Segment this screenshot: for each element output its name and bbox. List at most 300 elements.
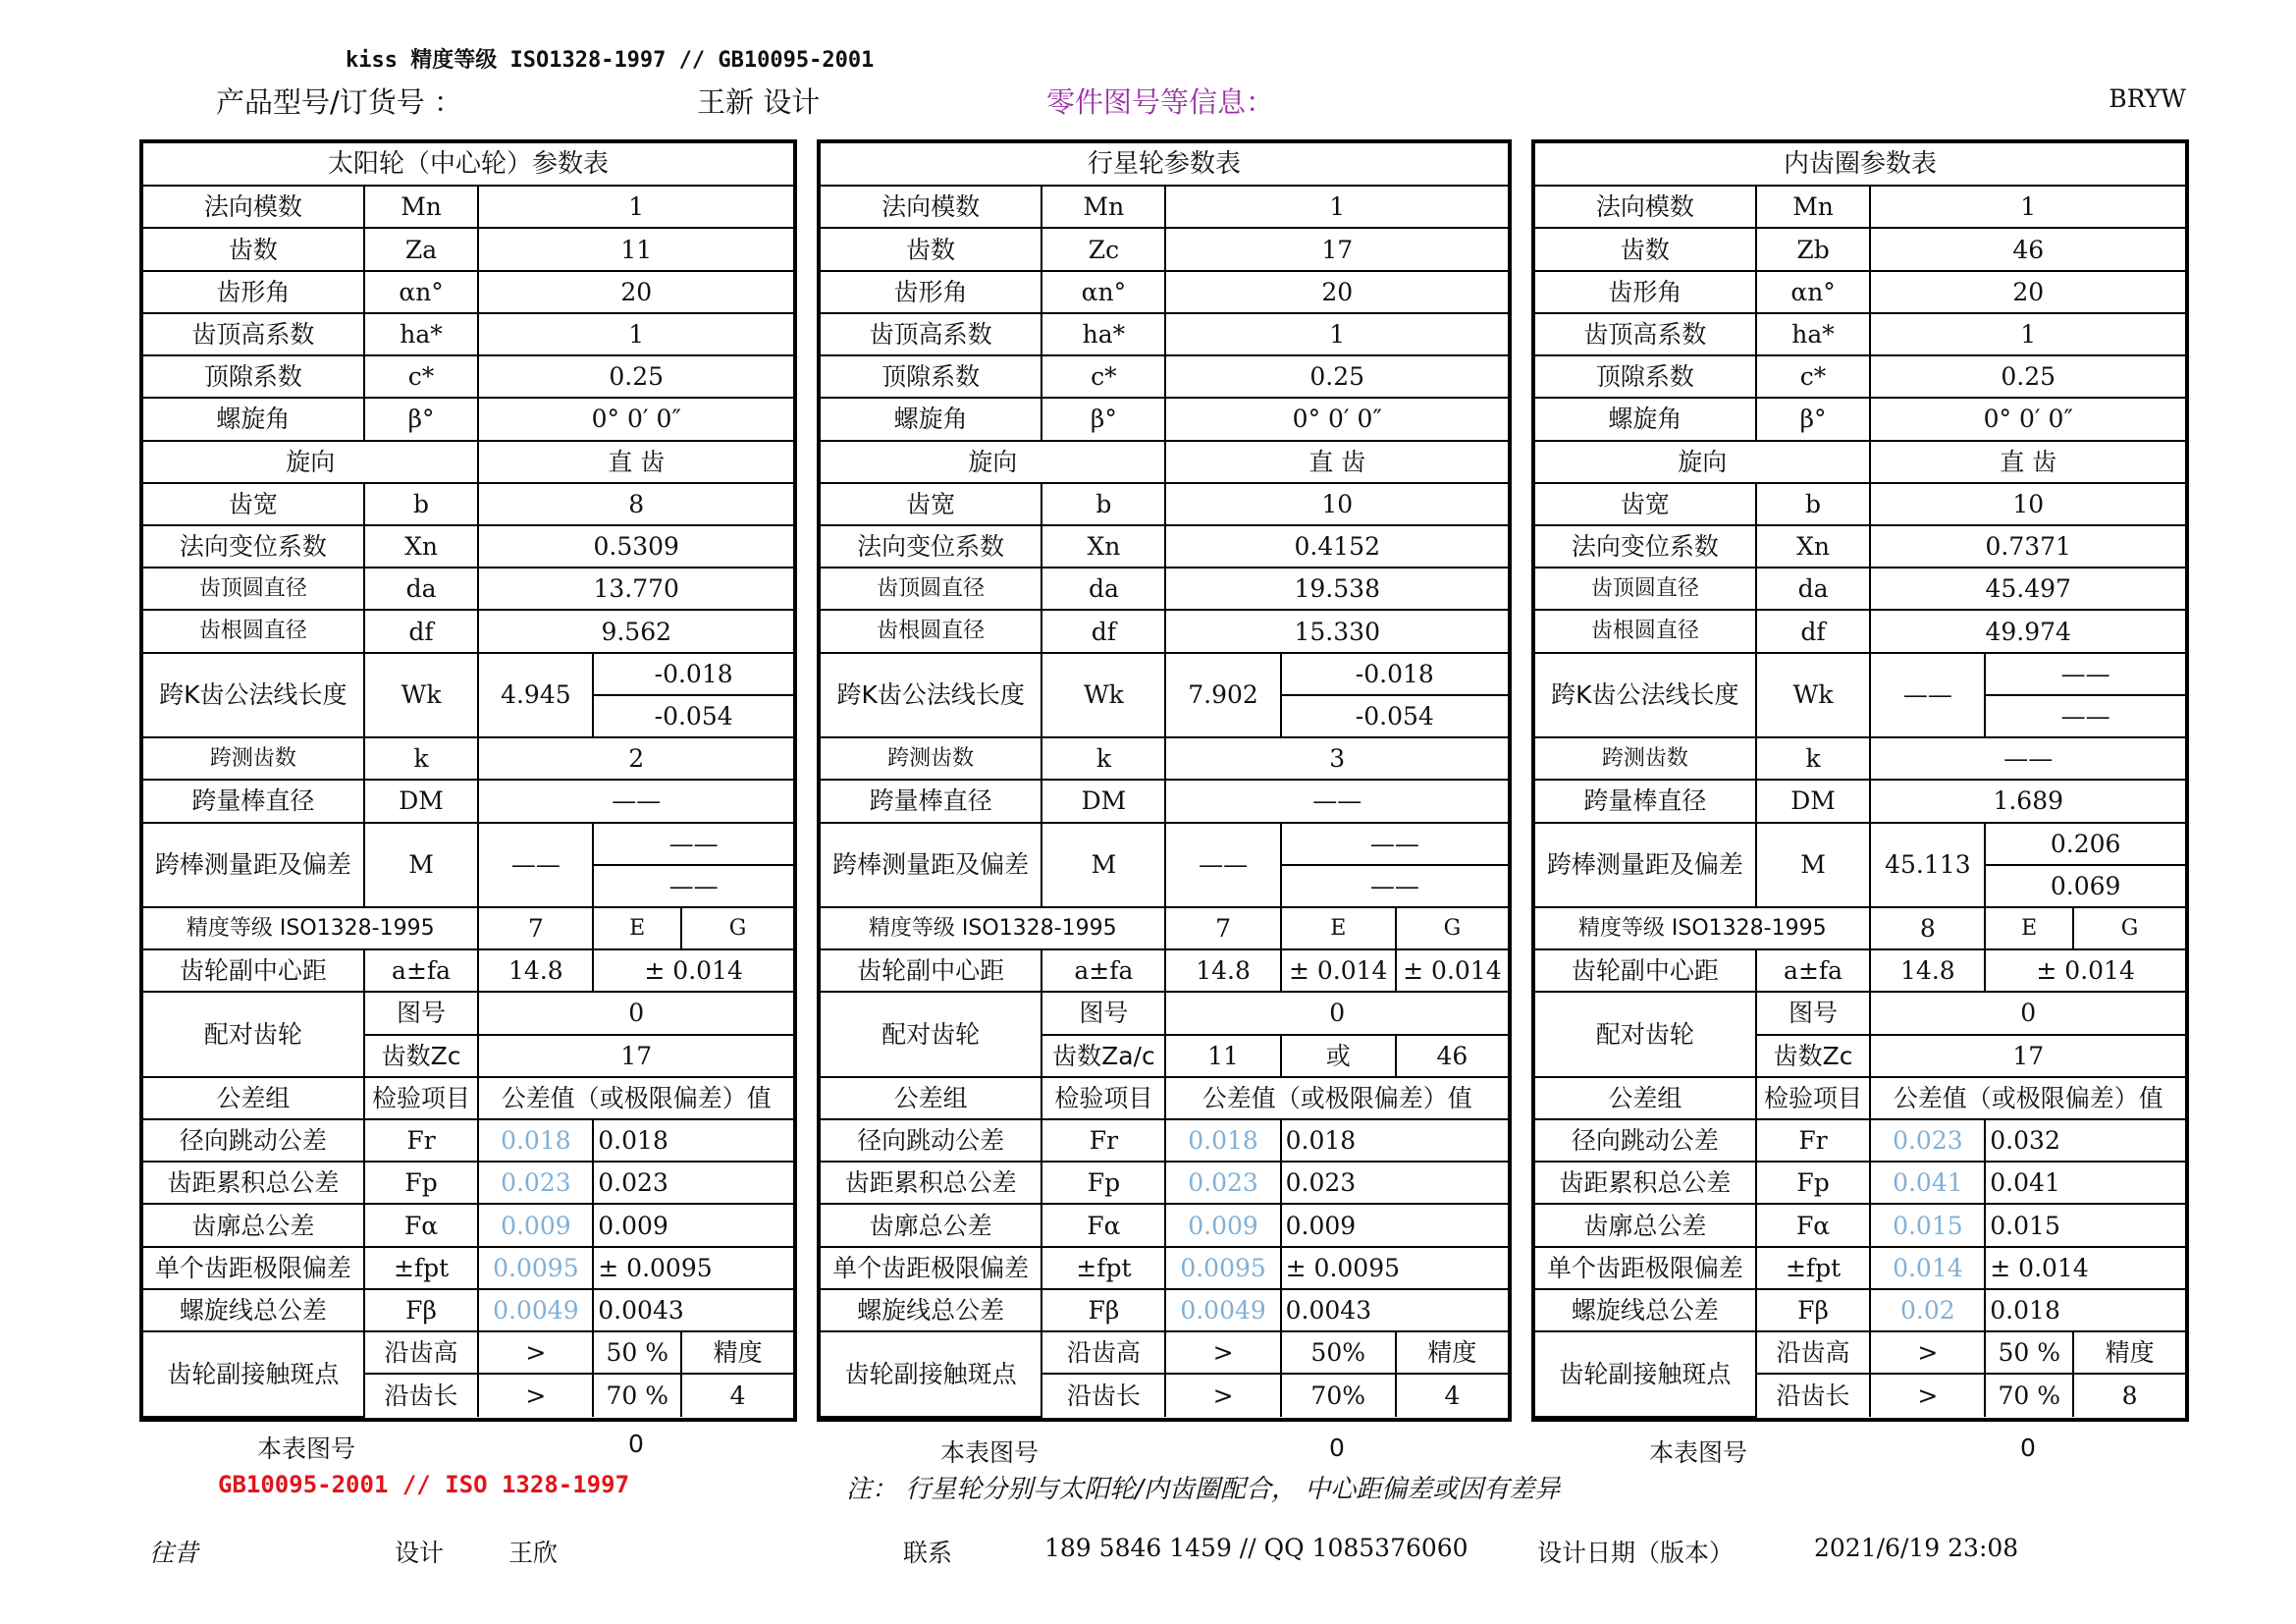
param-label: 齿宽: [1535, 483, 1756, 525]
tol-symbol: Fβ: [1041, 1289, 1165, 1331]
tol-value-header: 公差值（或极限偏差）值: [1165, 1077, 1508, 1119]
grade-value: 8: [1870, 907, 1985, 949]
param-value: ——: [478, 780, 793, 822]
contact-length-op: >: [478, 1374, 593, 1417]
contact-accuracy-label: 精度: [2073, 1331, 2185, 1374]
param-symbol: da: [364, 568, 479, 610]
center-deviation: ± 0.014: [1281, 949, 1396, 992]
contact-length-label: 沿齿长: [364, 1374, 479, 1417]
param-label: 齿顶高系数: [821, 313, 1041, 355]
table-title: 行星轮参数表: [821, 143, 1508, 186]
tol-group-header: 公差组: [1535, 1077, 1756, 1119]
param-symbol: a±fa: [364, 949, 479, 992]
planet-drawing-no: 0: [1329, 1434, 1345, 1462]
tol-label: 齿距累积总公差: [1535, 1162, 1756, 1204]
param-symbol: k: [364, 737, 479, 780]
param-symbol: Xn: [364, 525, 479, 568]
date-value: 2021/6/19 23:08: [1814, 1534, 2019, 1562]
param-symbol: da: [1756, 568, 1871, 610]
param-label: 配对齿轮: [821, 992, 1041, 1076]
param-label: 跨量棒直径: [143, 780, 364, 822]
param-value: 45.113: [1870, 823, 1985, 907]
param-value: 直 齿: [1165, 441, 1508, 483]
tol-symbol: Fp: [364, 1162, 479, 1204]
param-label: 齿根圆直径: [1535, 610, 1756, 652]
tol-reference: 0.023: [1165, 1162, 1280, 1204]
param-value: 11: [478, 228, 793, 270]
contact-length-label: 沿齿长: [1041, 1374, 1165, 1417]
header-name: kiss: [346, 48, 398, 73]
center-deviation: ± 0.014: [1985, 949, 2185, 992]
param-symbol: k: [1041, 737, 1165, 780]
param-value: 15.330: [1165, 610, 1508, 652]
param-value: 9.562: [478, 610, 793, 652]
param-symbol: ha*: [1756, 313, 1871, 355]
param-value: 1: [1165, 186, 1508, 228]
param-label: 顶隙系数: [821, 355, 1041, 398]
param-value: ——: [1165, 823, 1280, 907]
lower-deviation: ——: [1985, 695, 2185, 737]
upper-deviation: -0.018: [593, 653, 793, 695]
tol-symbol: Fβ: [364, 1289, 479, 1331]
param-value: 0.5309: [478, 525, 793, 568]
tol-value: 0.032: [1985, 1119, 2185, 1162]
tol-symbol: Fr: [1756, 1119, 1871, 1162]
contact-length-label: 沿齿长: [1756, 1374, 1871, 1417]
param-symbol: Mn: [364, 186, 479, 228]
contact-height-label: 沿齿高: [1756, 1331, 1871, 1374]
tol-reference: 0.0049: [1165, 1289, 1280, 1331]
grade-e: E: [1985, 907, 2073, 949]
tol-reference: 0.0049: [478, 1289, 593, 1331]
param-symbol: b: [364, 483, 479, 525]
param-label: 跨棒测量距及偏差: [1535, 823, 1756, 907]
param-symbol: M: [1756, 823, 1871, 907]
param-symbol: DM: [1756, 780, 1871, 822]
param-symbol: c*: [1041, 355, 1165, 398]
param-symbol: Zb: [1756, 228, 1871, 270]
tol-label: 径向跳动公差: [1535, 1119, 1756, 1162]
sun-drawing-no-label: 本表图号: [257, 1435, 356, 1463]
param-label: 跨测齿数: [1535, 737, 1756, 780]
param-symbol: Wk: [1041, 653, 1165, 737]
param-value: 3: [1165, 737, 1508, 780]
tol-label: 齿距累积总公差: [821, 1162, 1041, 1204]
tol-reference: 0.041: [1870, 1162, 1985, 1204]
grade-label: 精度等级 ISO1328-1995: [1535, 907, 1870, 949]
param-label: 齿轮副中心距: [821, 949, 1041, 992]
upper-deviation: ——: [1281, 823, 1508, 865]
param-label: 顶隙系数: [1535, 355, 1756, 398]
param-value: 45.497: [1870, 568, 2185, 610]
mate-drawing-value: 0: [1165, 992, 1508, 1034]
param-symbol: da: [1041, 568, 1165, 610]
param-value: 0° 0′ 0″: [1165, 398, 1508, 440]
tol-label: 径向跳动公差: [143, 1119, 364, 1162]
mate-drawing-value: 0: [478, 992, 793, 1034]
grade-value: 7: [1165, 907, 1280, 949]
mate-drawing-value: 0: [1870, 992, 2185, 1034]
param-value: ——: [478, 823, 593, 907]
param-label: 法向变位系数: [1535, 525, 1756, 568]
param-symbol: a±fa: [1756, 949, 1871, 992]
center-deviation-2: ± 0.014: [1396, 949, 1508, 992]
param-symbol: c*: [1756, 355, 1871, 398]
tol-reference: 0.02: [1870, 1289, 1985, 1331]
date-label: 设计日期（版本）: [1537, 1539, 1735, 1567]
mate-teeth-value: 11: [1165, 1035, 1280, 1077]
param-value: 20: [1165, 271, 1508, 313]
contact-length-value: 70 %: [1985, 1374, 2073, 1417]
tol-reference: 0.0095: [478, 1247, 593, 1289]
lower-deviation: -0.054: [1281, 695, 1508, 737]
grade-g: G: [681, 907, 793, 949]
param-value: 20: [478, 271, 793, 313]
tol-label: 齿廓总公差: [821, 1204, 1041, 1246]
contact-accuracy-value: 8: [2073, 1374, 2185, 1417]
tol-reference: 0.018: [1165, 1119, 1280, 1162]
param-symbol: αn°: [1756, 271, 1871, 313]
param-label: 齿形角: [1535, 271, 1756, 313]
tol-value: 0.0043: [1281, 1289, 1508, 1331]
param-value: 10: [1870, 483, 2185, 525]
mate-teeth-label: 齿数Za/c: [1041, 1035, 1165, 1077]
param-label: 旋向: [143, 441, 478, 483]
contact-info: 189 5846 1459 // QQ 1085376060: [1044, 1534, 1468, 1562]
param-symbol: Za: [364, 228, 479, 270]
tol-item-header: 检验项目: [1041, 1077, 1165, 1119]
param-label: 跨测齿数: [143, 737, 364, 780]
contact-length-value: 70 %: [593, 1374, 681, 1417]
contact-accuracy-value: 4: [1396, 1374, 1508, 1417]
tol-reference: 0.009: [478, 1204, 593, 1246]
designer-name: 王欣: [508, 1539, 559, 1567]
param-value: 直 齿: [1870, 441, 2185, 483]
param-label: 齿顶圆直径: [1535, 568, 1756, 610]
grade-value: 7: [478, 907, 593, 949]
grade-g: G: [2073, 907, 2185, 949]
tol-value: 0.0043: [593, 1289, 793, 1331]
param-value: 49.974: [1870, 610, 2185, 652]
sun-drawing-no: 0: [628, 1430, 644, 1458]
tol-group-header: 公差组: [143, 1077, 364, 1119]
param-label: 法向变位系数: [821, 525, 1041, 568]
param-symbol: Xn: [1756, 525, 1871, 568]
param-label: 齿顶高系数: [143, 313, 364, 355]
tol-label: 齿距累积总公差: [143, 1162, 364, 1204]
tol-value-header: 公差值（或极限偏差）值: [1870, 1077, 2185, 1119]
param-value: 14.8: [1165, 949, 1280, 992]
param-value: 直 齿: [478, 441, 793, 483]
contact-height-value: 50%: [1281, 1331, 1396, 1374]
param-value: 14.8: [478, 949, 593, 992]
param-symbol: k: [1756, 737, 1871, 780]
tol-label: 螺旋线总公差: [1535, 1289, 1756, 1331]
lower-deviation: ——: [1281, 865, 1508, 907]
contact-label: 联系: [903, 1539, 953, 1567]
param-symbol: Mn: [1756, 186, 1871, 228]
tol-reference: 0.014: [1870, 1247, 1985, 1289]
param-symbol: β°: [1756, 398, 1871, 440]
param-label: 齿宽: [821, 483, 1041, 525]
param-value: 1: [1870, 313, 2185, 355]
tol-value: 0.041: [1985, 1162, 2185, 1204]
param-label: 齿顶圆直径: [143, 568, 364, 610]
param-value: 10: [1165, 483, 1508, 525]
param-label: 法向模数: [1535, 186, 1756, 228]
param-label: 旋向: [821, 441, 1165, 483]
upper-deviation: -0.018: [1281, 653, 1508, 695]
param-label: 旋向: [1535, 441, 1870, 483]
param-value: 46: [1870, 228, 2185, 270]
param-value: 13.770: [478, 568, 793, 610]
mate-teeth-value: 17: [1870, 1035, 2185, 1077]
designer-label: 王新 设计: [697, 85, 821, 119]
param-label: 齿轮副中心距: [143, 949, 364, 992]
param-value: 0° 0′ 0″: [478, 398, 793, 440]
tol-value: 0.018: [593, 1119, 793, 1162]
tol-reference: 0.018: [478, 1119, 593, 1162]
param-label: 跨棒测量距及偏差: [821, 823, 1041, 907]
tol-symbol: Fα: [364, 1204, 479, 1246]
table-title: 内齿圈参数表: [1535, 143, 2185, 186]
tol-symbol: Fr: [1041, 1119, 1165, 1162]
grade-g: G: [1396, 907, 1508, 949]
contact-length-op: >: [1870, 1374, 1985, 1417]
tol-label: 径向跳动公差: [821, 1119, 1041, 1162]
tol-symbol: Fα: [1756, 1204, 1871, 1246]
param-label: 法向模数: [143, 186, 364, 228]
tol-item-header: 检验项目: [364, 1077, 479, 1119]
tol-symbol: Fr: [364, 1119, 479, 1162]
param-symbol: Wk: [364, 653, 479, 737]
contact-height-value: 50 %: [1985, 1331, 2073, 1374]
param-value: 0.25: [1870, 355, 2185, 398]
tol-reference: 0.023: [1870, 1119, 1985, 1162]
tol-group-header: 公差组: [821, 1077, 1041, 1119]
param-label: 螺旋角: [143, 398, 364, 440]
contact-length-op: >: [1165, 1374, 1280, 1417]
mate-drawing-label: 图号: [1041, 992, 1165, 1034]
contact-accuracy-label: 精度: [1396, 1331, 1508, 1374]
standard-header: [346, 43, 874, 74]
param-label: 跨测齿数: [821, 737, 1041, 780]
contact-height-op: >: [1165, 1331, 1280, 1374]
grade-label: 精度等级 ISO1328-1995: [143, 907, 478, 949]
param-symbol: β°: [1041, 398, 1165, 440]
contact-height-label: 沿齿高: [364, 1331, 479, 1374]
param-symbol: ha*: [1041, 313, 1165, 355]
tol-reference: 0.023: [478, 1162, 593, 1204]
param-value: 0.7371: [1870, 525, 2185, 568]
grade-e: E: [1281, 907, 1396, 949]
tol-symbol: ±fpt: [1041, 1247, 1165, 1289]
param-value: 1: [1165, 313, 1508, 355]
mate-teeth-value: 17: [478, 1035, 793, 1077]
tol-label: 螺旋线总公差: [143, 1289, 364, 1331]
param-value: 4.945: [478, 653, 593, 737]
param-label: 跨K齿公法线长度: [821, 653, 1041, 737]
tol-item-header: 检验项目: [1756, 1077, 1871, 1119]
table-title: 太阳轮（中心轮）参数表: [143, 143, 793, 186]
tol-label: 单个齿距极限偏差: [143, 1247, 364, 1289]
mate-teeth-value-2: 46: [1396, 1035, 1508, 1077]
param-value: ——: [1870, 653, 1985, 737]
tol-value: ± 0.0095: [593, 1247, 793, 1289]
mate-teeth-label: 齿数Zc: [364, 1035, 479, 1077]
param-label: 齿轮副中心距: [1535, 949, 1756, 992]
tol-value: 0.023: [593, 1162, 793, 1204]
param-value: 1: [1870, 186, 2185, 228]
param-value: 14.8: [1870, 949, 1985, 992]
tol-label: 单个齿距极限偏差: [1535, 1247, 1756, 1289]
mate-drawing-label: 图号: [1756, 992, 1871, 1034]
param-symbol: αn°: [364, 271, 479, 313]
center-deviation: ± 0.014: [593, 949, 793, 992]
tol-value: ± 0.014: [1985, 1247, 2185, 1289]
param-label: 螺旋角: [1535, 398, 1756, 440]
param-value: 19.538: [1165, 568, 1508, 610]
tol-value: 0.018: [1281, 1119, 1508, 1162]
param-value: 2: [478, 737, 793, 780]
contact-label: 齿轮副接触斑点: [143, 1331, 364, 1417]
param-value: 1: [478, 186, 793, 228]
contact-label: 齿轮副接触斑点: [821, 1331, 1041, 1417]
contact-height-value: 50 %: [593, 1331, 681, 1374]
contact-accuracy-value: 4: [681, 1374, 793, 1417]
param-symbol: a±fa: [1041, 949, 1165, 992]
param-label: 跨量棒直径: [821, 780, 1041, 822]
param-symbol: αn°: [1041, 271, 1165, 313]
param-symbol: c*: [364, 355, 479, 398]
tol-value: 0.009: [593, 1204, 793, 1246]
param-symbol: DM: [1041, 780, 1165, 822]
tol-value-header: 公差值（或极限偏差）值: [478, 1077, 793, 1119]
param-value: 17: [1165, 228, 1508, 270]
param-value: 20: [1870, 271, 2185, 313]
tol-reference: 0.015: [1870, 1204, 1985, 1246]
contact-accuracy-label: 精度: [681, 1331, 793, 1374]
header-standard: 精度等级 ISO1328-1997 // GB10095-2001: [410, 48, 875, 73]
param-label: 齿根圆直径: [143, 610, 364, 652]
tol-label: 单个齿距极限偏差: [821, 1247, 1041, 1289]
param-label: 跨量棒直径: [1535, 780, 1756, 822]
param-label: 法向变位系数: [143, 525, 364, 568]
param-value: ——: [1165, 780, 1508, 822]
param-symbol: Mn: [1041, 186, 1165, 228]
param-value: 8: [478, 483, 793, 525]
part-info-label: 零件图号等信息：: [1046, 85, 1275, 119]
param-symbol: DM: [364, 780, 479, 822]
tol-reference: 0.0095: [1165, 1247, 1280, 1289]
param-label: 齿形角: [821, 271, 1041, 313]
lower-deviation: ——: [593, 865, 793, 907]
param-value: ——: [1870, 737, 2185, 780]
param-label: 配对齿轮: [1535, 992, 1756, 1076]
tol-label: 螺旋线总公差: [821, 1289, 1041, 1331]
code-label: BRYW: [2109, 84, 2186, 113]
tol-label: 齿廓总公差: [143, 1204, 364, 1246]
param-label: 齿宽: [143, 483, 364, 525]
param-label: 齿形角: [143, 271, 364, 313]
upper-deviation: 0.206: [1985, 823, 2185, 865]
lower-deviation: -0.054: [593, 695, 793, 737]
tol-symbol: Fp: [1041, 1162, 1165, 1204]
param-label: 齿根圆直径: [821, 610, 1041, 652]
param-label: 齿数: [143, 228, 364, 270]
param-label: 齿数: [1535, 228, 1756, 270]
tol-reference: 0.009: [1165, 1204, 1280, 1246]
planet-drawing-no-label: 本表图号: [940, 1438, 1040, 1467]
param-symbol: Wk: [1756, 653, 1871, 737]
standard-footer: GB10095-2001 // ISO 1328-1997: [218, 1471, 630, 1498]
lower-deviation: 0.069: [1985, 865, 2185, 907]
param-symbol: b: [1756, 483, 1871, 525]
mate-teeth-label: 齿数Zc: [1756, 1035, 1871, 1077]
param-label: 配对齿轮: [143, 992, 364, 1076]
param-symbol: M: [364, 823, 479, 907]
param-symbol: df: [1756, 610, 1871, 652]
param-symbol: ha*: [364, 313, 479, 355]
param-symbol: df: [1041, 610, 1165, 652]
param-value: 1: [478, 313, 793, 355]
contact-length-value: 70%: [1281, 1374, 1396, 1417]
upper-deviation: ——: [593, 823, 793, 865]
param-value: 7.902: [1165, 653, 1280, 737]
model-label: 产品型号/订货号 ：: [216, 85, 462, 119]
upper-deviation: ——: [1985, 653, 2185, 695]
tol-value: 0.009: [1281, 1204, 1508, 1246]
param-value: 1.689: [1870, 780, 2185, 822]
param-value: 0° 0′ 0″: [1870, 398, 2185, 440]
param-label: 齿数: [821, 228, 1041, 270]
tol-value: 0.015: [1985, 1204, 2185, 1246]
param-symbol: β°: [364, 398, 479, 440]
param-label: 法向模数: [821, 186, 1041, 228]
mate-teeth-or: 或: [1281, 1035, 1396, 1077]
planet-gear-table: [817, 139, 1512, 1422]
param-symbol: df: [364, 610, 479, 652]
sun-gear-table: [139, 139, 797, 1422]
tol-symbol: ±fpt: [364, 1247, 479, 1289]
param-symbol: Zc: [1041, 228, 1165, 270]
past-label: 往昔: [149, 1539, 199, 1567]
tol-value: 0.023: [1281, 1162, 1508, 1204]
tol-symbol: Fα: [1041, 1204, 1165, 1246]
param-label: 跨K齿公法线长度: [143, 653, 364, 737]
tol-symbol: Fp: [1756, 1162, 1871, 1204]
param-label: 螺旋角: [821, 398, 1041, 440]
tol-value: 0.018: [1985, 1289, 2185, 1331]
param-value: 0.4152: [1165, 525, 1508, 568]
ring-drawing-no-label: 本表图号: [1649, 1438, 1748, 1467]
design-label: 设计: [395, 1539, 445, 1567]
mate-drawing-label: 图号: [364, 992, 479, 1034]
param-value: 0.25: [478, 355, 793, 398]
tol-label: 齿廓总公差: [1535, 1204, 1756, 1246]
tol-symbol: ±fpt: [1756, 1247, 1871, 1289]
param-value: 0.25: [1165, 355, 1508, 398]
tol-value: ± 0.0095: [1281, 1247, 1508, 1289]
param-label: 顶隙系数: [143, 355, 364, 398]
param-symbol: Xn: [1041, 525, 1165, 568]
param-symbol: b: [1041, 483, 1165, 525]
param-label: 齿顶高系数: [1535, 313, 1756, 355]
ring-drawing-no: 0: [2020, 1434, 2036, 1462]
param-label: 跨K齿公法线长度: [1535, 653, 1756, 737]
param-label: 跨棒测量距及偏差: [143, 823, 364, 907]
contact-height-label: 沿齿高: [1041, 1331, 1165, 1374]
